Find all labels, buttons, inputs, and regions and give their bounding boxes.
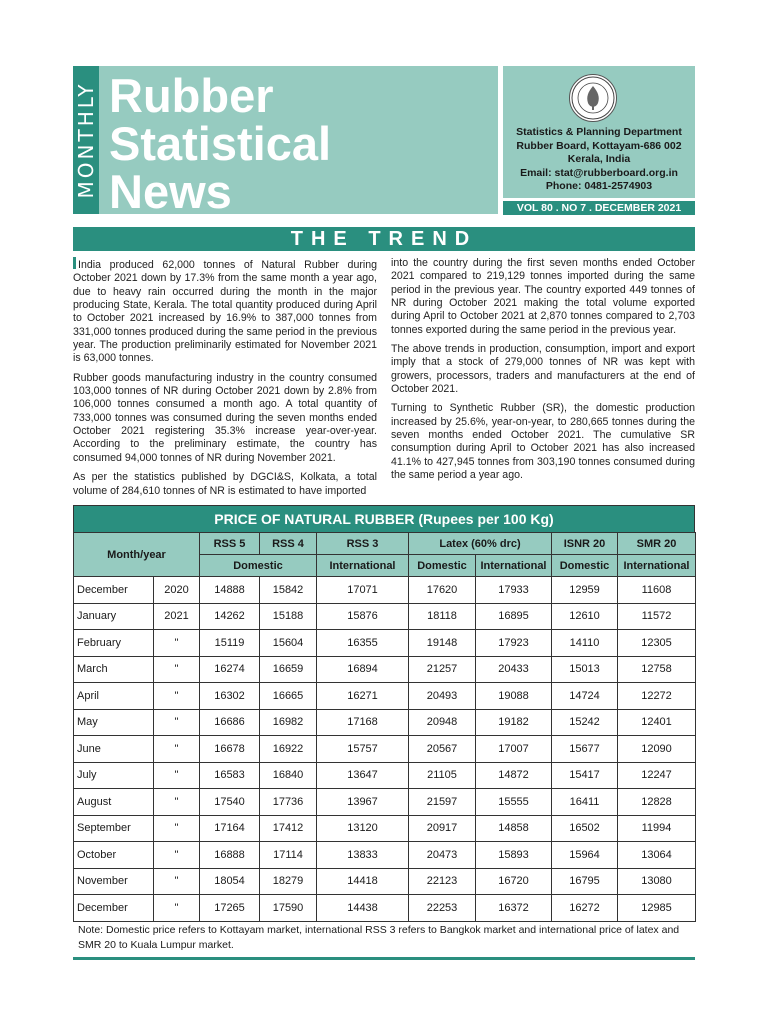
month-cell: December xyxy=(74,577,154,604)
monthly-label: MONTHLY xyxy=(74,81,98,199)
col-domestic-rss: Domestic xyxy=(200,555,317,577)
price-cell: 17933 xyxy=(476,577,552,604)
col-international-rss3: International xyxy=(317,555,409,577)
table-row xyxy=(74,630,696,657)
price-cell: 13967 xyxy=(317,789,409,816)
year-cell: " xyxy=(154,709,200,736)
price-table xyxy=(73,505,695,922)
dept-email[interactable]: Email: stat@rubberboard.org.in xyxy=(520,166,678,179)
trend-heading: THE TREND xyxy=(73,227,695,251)
price-cell: 14858 xyxy=(476,815,552,842)
year-cell: 2020 xyxy=(154,577,200,604)
price-cell: 17412 xyxy=(260,815,317,842)
price-table-title: PRICE OF NATURAL RUBBER (Rupees per 100 Kg) xyxy=(73,505,695,532)
price-cell: 15757 xyxy=(317,736,409,763)
paragraph: The above trends in production, consumption, import and export imply that a stock of 279,000 tonnes of NR was kept with growers, processors, traders and manufacturers at the end of October 2021. xyxy=(391,343,695,396)
price-cell: 16795 xyxy=(552,868,618,895)
col-rss4: RSS 4 xyxy=(260,533,317,555)
price-cell: 19148 xyxy=(409,630,476,657)
price-cell: 12090 xyxy=(618,736,696,763)
price-grid xyxy=(73,532,696,922)
price-cell: 14262 xyxy=(200,603,260,630)
month-cell: July xyxy=(74,762,154,789)
month-cell: August xyxy=(74,789,154,816)
price-cell: 13647 xyxy=(317,762,409,789)
paragraph: into the country during the first seven months ended October 2021 compared to 219,129 tonnes imported during the same period in the previous year. The country exported 449 tonnes of NR during October 2021 making the total volume exported during April to October 2021 at 2,870 tonnes compared to 2,703 tonnes exported during the same period in the previous year. xyxy=(391,257,695,336)
month-cell: October xyxy=(74,842,154,869)
price-cell: 11994 xyxy=(618,815,696,842)
price-table-body xyxy=(74,577,696,922)
col-international-latex: International xyxy=(476,555,552,577)
paragraph: As per the statistics published by DGCI&S, Kolkata, a total volume of 284,610 tonnes of NR is estimated to have imported xyxy=(73,471,377,497)
table-row xyxy=(74,603,696,630)
trend-left-column xyxy=(73,257,377,504)
price-cell: 17590 xyxy=(260,895,317,922)
dept-name: Statistics & Planning Department xyxy=(516,126,682,138)
paragraph: Turning to Synthetic Rubber (SR), the domestic production increased by 25.6%, year-on-year, to 280,665 tonnes during the seven months ended October 2021. The cumulative SR consumption during April to October 2021 has also increased 41.1% to 427,945 tonnes from 303,190 tonnes consumed during the same period a year ago. xyxy=(391,402,695,482)
dept-phone: Phone: 0481-2574903 xyxy=(545,180,653,192)
price-cell: 15417 xyxy=(552,762,618,789)
price-cell: 13064 xyxy=(618,842,696,869)
price-cell: 20917 xyxy=(409,815,476,842)
price-cell: 14724 xyxy=(552,683,618,710)
month-cell: April xyxy=(74,683,154,710)
price-cell: 14110 xyxy=(552,630,618,657)
price-cell: 16272 xyxy=(552,895,618,922)
price-cell: 15604 xyxy=(260,630,317,657)
price-cell: 22123 xyxy=(409,868,476,895)
price-cell: 15119 xyxy=(200,630,260,657)
price-cell: 16665 xyxy=(260,683,317,710)
volume-issue: VOL 80 . NO 7 . DECEMBER 2021 xyxy=(503,201,695,215)
year-cell: " xyxy=(154,683,200,710)
price-cell: 14418 xyxy=(317,868,409,895)
price-cell: 17071 xyxy=(317,577,409,604)
price-cell: 15842 xyxy=(260,577,317,604)
price-cell: 18118 xyxy=(409,603,476,630)
month-cell: January xyxy=(74,603,154,630)
table-row xyxy=(74,683,696,710)
price-cell: 22253 xyxy=(409,895,476,922)
price-cell: 16411 xyxy=(552,789,618,816)
col-international-smr: International xyxy=(618,555,696,577)
price-cell: 16678 xyxy=(200,736,260,763)
price-cell: 18279 xyxy=(260,868,317,895)
price-cell: 19182 xyxy=(476,709,552,736)
price-cell: 21105 xyxy=(409,762,476,789)
col-domestic-latex: Domestic xyxy=(409,555,476,577)
month-cell: September xyxy=(74,815,154,842)
price-cell: 16502 xyxy=(552,815,618,842)
month-cell: June xyxy=(74,736,154,763)
price-cell: 17164 xyxy=(200,815,260,842)
year-cell: " xyxy=(154,815,200,842)
dept-address: Rubber Board, Kottayam-686 002 xyxy=(516,139,682,152)
year-cell: " xyxy=(154,736,200,763)
table-row xyxy=(74,709,696,736)
price-cell: 21597 xyxy=(409,789,476,816)
price-cell: 16583 xyxy=(200,762,260,789)
year-cell: " xyxy=(154,762,200,789)
price-cell: 16302 xyxy=(200,683,260,710)
price-cell: 16840 xyxy=(260,762,317,789)
price-cell: 16355 xyxy=(317,630,409,657)
price-cell: 12828 xyxy=(618,789,696,816)
month-cell: May xyxy=(74,709,154,736)
price-cell: 14888 xyxy=(200,577,260,604)
price-cell: 16372 xyxy=(476,895,552,922)
col-latex: Latex (60% drc) xyxy=(409,533,552,555)
price-cell: 20567 xyxy=(409,736,476,763)
col-domestic-isnr: Domestic xyxy=(552,555,618,577)
paragraph: India produced 62,000 tonnes of Natural Rubber during October 2021 down by 17.3% from the same month a year ago, due to heavy rain occurred during the month in the major producing State, Kerala. The total quantity produced during April to October 2021 increased by 16.9% to 387,000 tonnes from 331,000 tonnes produced during the same period in the previous year. The production preliminarily estimated for November 2021 is 63,000 tonnes. xyxy=(73,259,377,365)
price-cell: 16895 xyxy=(476,603,552,630)
price-cell: 20473 xyxy=(409,842,476,869)
title-line-1: Rubber xyxy=(109,69,274,122)
price-cell: 14872 xyxy=(476,762,552,789)
table-row xyxy=(74,789,696,816)
month-cell: November xyxy=(74,868,154,895)
col-rss3: RSS 3 xyxy=(317,533,409,555)
price-cell: 15188 xyxy=(260,603,317,630)
year-cell: " xyxy=(154,789,200,816)
table-row xyxy=(74,895,696,922)
price-cell: 17168 xyxy=(317,709,409,736)
col-rss5: RSS 5 xyxy=(200,533,260,555)
price-cell: 15893 xyxy=(476,842,552,869)
department-block xyxy=(503,66,695,198)
title-line-2: Statistical xyxy=(109,117,332,170)
price-cell: 16922 xyxy=(260,736,317,763)
price-cell: 17007 xyxy=(476,736,552,763)
price-cell: 19088 xyxy=(476,683,552,710)
price-cell: 16894 xyxy=(317,656,409,683)
price-cell: 17114 xyxy=(260,842,317,869)
price-cell: 15242 xyxy=(552,709,618,736)
title-line-3: News xyxy=(109,165,232,218)
price-cell: 20493 xyxy=(409,683,476,710)
price-cell: 20433 xyxy=(476,656,552,683)
price-cell: 15876 xyxy=(317,603,409,630)
masthead xyxy=(73,66,498,218)
table-note: Note: Domestic price refers to Kottayam market, international RSS 3 refers to Bangkok market and international price of latex and SMR 20 to Kuala Lumpur market. xyxy=(78,924,680,951)
month-cell: December xyxy=(74,895,154,922)
price-cell: 16888 xyxy=(200,842,260,869)
price-cell: 14438 xyxy=(317,895,409,922)
trend-right-column xyxy=(391,257,695,489)
year-cell: " xyxy=(154,868,200,895)
price-cell: 18054 xyxy=(200,868,260,895)
rubber-board-seal-icon xyxy=(569,74,617,122)
table-row xyxy=(74,656,696,683)
price-cell: 15555 xyxy=(476,789,552,816)
price-cell: 12758 xyxy=(618,656,696,683)
price-cell: 15013 xyxy=(552,656,618,683)
price-cell: 13120 xyxy=(317,815,409,842)
footer-rule xyxy=(73,957,695,960)
price-cell: 16982 xyxy=(260,709,317,736)
table-row xyxy=(74,577,696,604)
price-cell: 13080 xyxy=(618,868,696,895)
price-cell: 17540 xyxy=(200,789,260,816)
price-cell: 17265 xyxy=(200,895,260,922)
month-cell: February xyxy=(74,630,154,657)
year-cell: " xyxy=(154,630,200,657)
price-cell: 12401 xyxy=(618,709,696,736)
price-cell: 16720 xyxy=(476,868,552,895)
price-cell: 11572 xyxy=(618,603,696,630)
price-cell: 15677 xyxy=(552,736,618,763)
price-cell: 11608 xyxy=(618,577,696,604)
price-cell: 16686 xyxy=(200,709,260,736)
dept-state: Kerala, India xyxy=(567,153,631,165)
table-row xyxy=(74,736,696,763)
table-row xyxy=(74,842,696,869)
month-cell: March xyxy=(74,656,154,683)
table-row xyxy=(74,868,696,895)
price-cell: 12610 xyxy=(552,603,618,630)
price-cell: 16659 xyxy=(260,656,317,683)
monthly-bar xyxy=(73,66,99,214)
price-cell: 13833 xyxy=(317,842,409,869)
year-cell: " xyxy=(154,895,200,922)
price-cell: 17620 xyxy=(409,577,476,604)
col-isnr20: ISNR 20 xyxy=(552,533,618,555)
dropcap-mark xyxy=(73,257,76,269)
col-smr20: SMR 20 xyxy=(618,533,696,555)
price-cell: 21257 xyxy=(409,656,476,683)
price-cell: 12272 xyxy=(618,683,696,710)
price-cell: 16271 xyxy=(317,683,409,710)
table-row xyxy=(74,762,696,789)
price-cell: 20948 xyxy=(409,709,476,736)
price-cell: 12959 xyxy=(552,577,618,604)
year-cell: " xyxy=(154,656,200,683)
price-cell: 15964 xyxy=(552,842,618,869)
paragraph: Rubber goods manufacturing industry in the country consumed 103,000 tonnes of NR during October 2021 down by 2.8% from 106,000 tonnes consumed a month ago. A total quantity of 733,000 tonnes was consumed during the seven months ended October 2021 registering 35.3% increase year-over-year. According to the preliminary estimate, the country has consumed 94,000 tonnes of NR during November 2021. xyxy=(73,371,377,464)
price-cell: 16274 xyxy=(200,656,260,683)
price-cell: 17736 xyxy=(260,789,317,816)
price-cell: 12305 xyxy=(618,630,696,657)
table-row xyxy=(74,815,696,842)
year-cell: " xyxy=(154,842,200,869)
price-cell: 17923 xyxy=(476,630,552,657)
price-cell: 12985 xyxy=(618,895,696,922)
col-month-year: Month/year xyxy=(74,533,200,577)
year-cell: 2021 xyxy=(154,603,200,630)
price-cell: 12247 xyxy=(618,762,696,789)
